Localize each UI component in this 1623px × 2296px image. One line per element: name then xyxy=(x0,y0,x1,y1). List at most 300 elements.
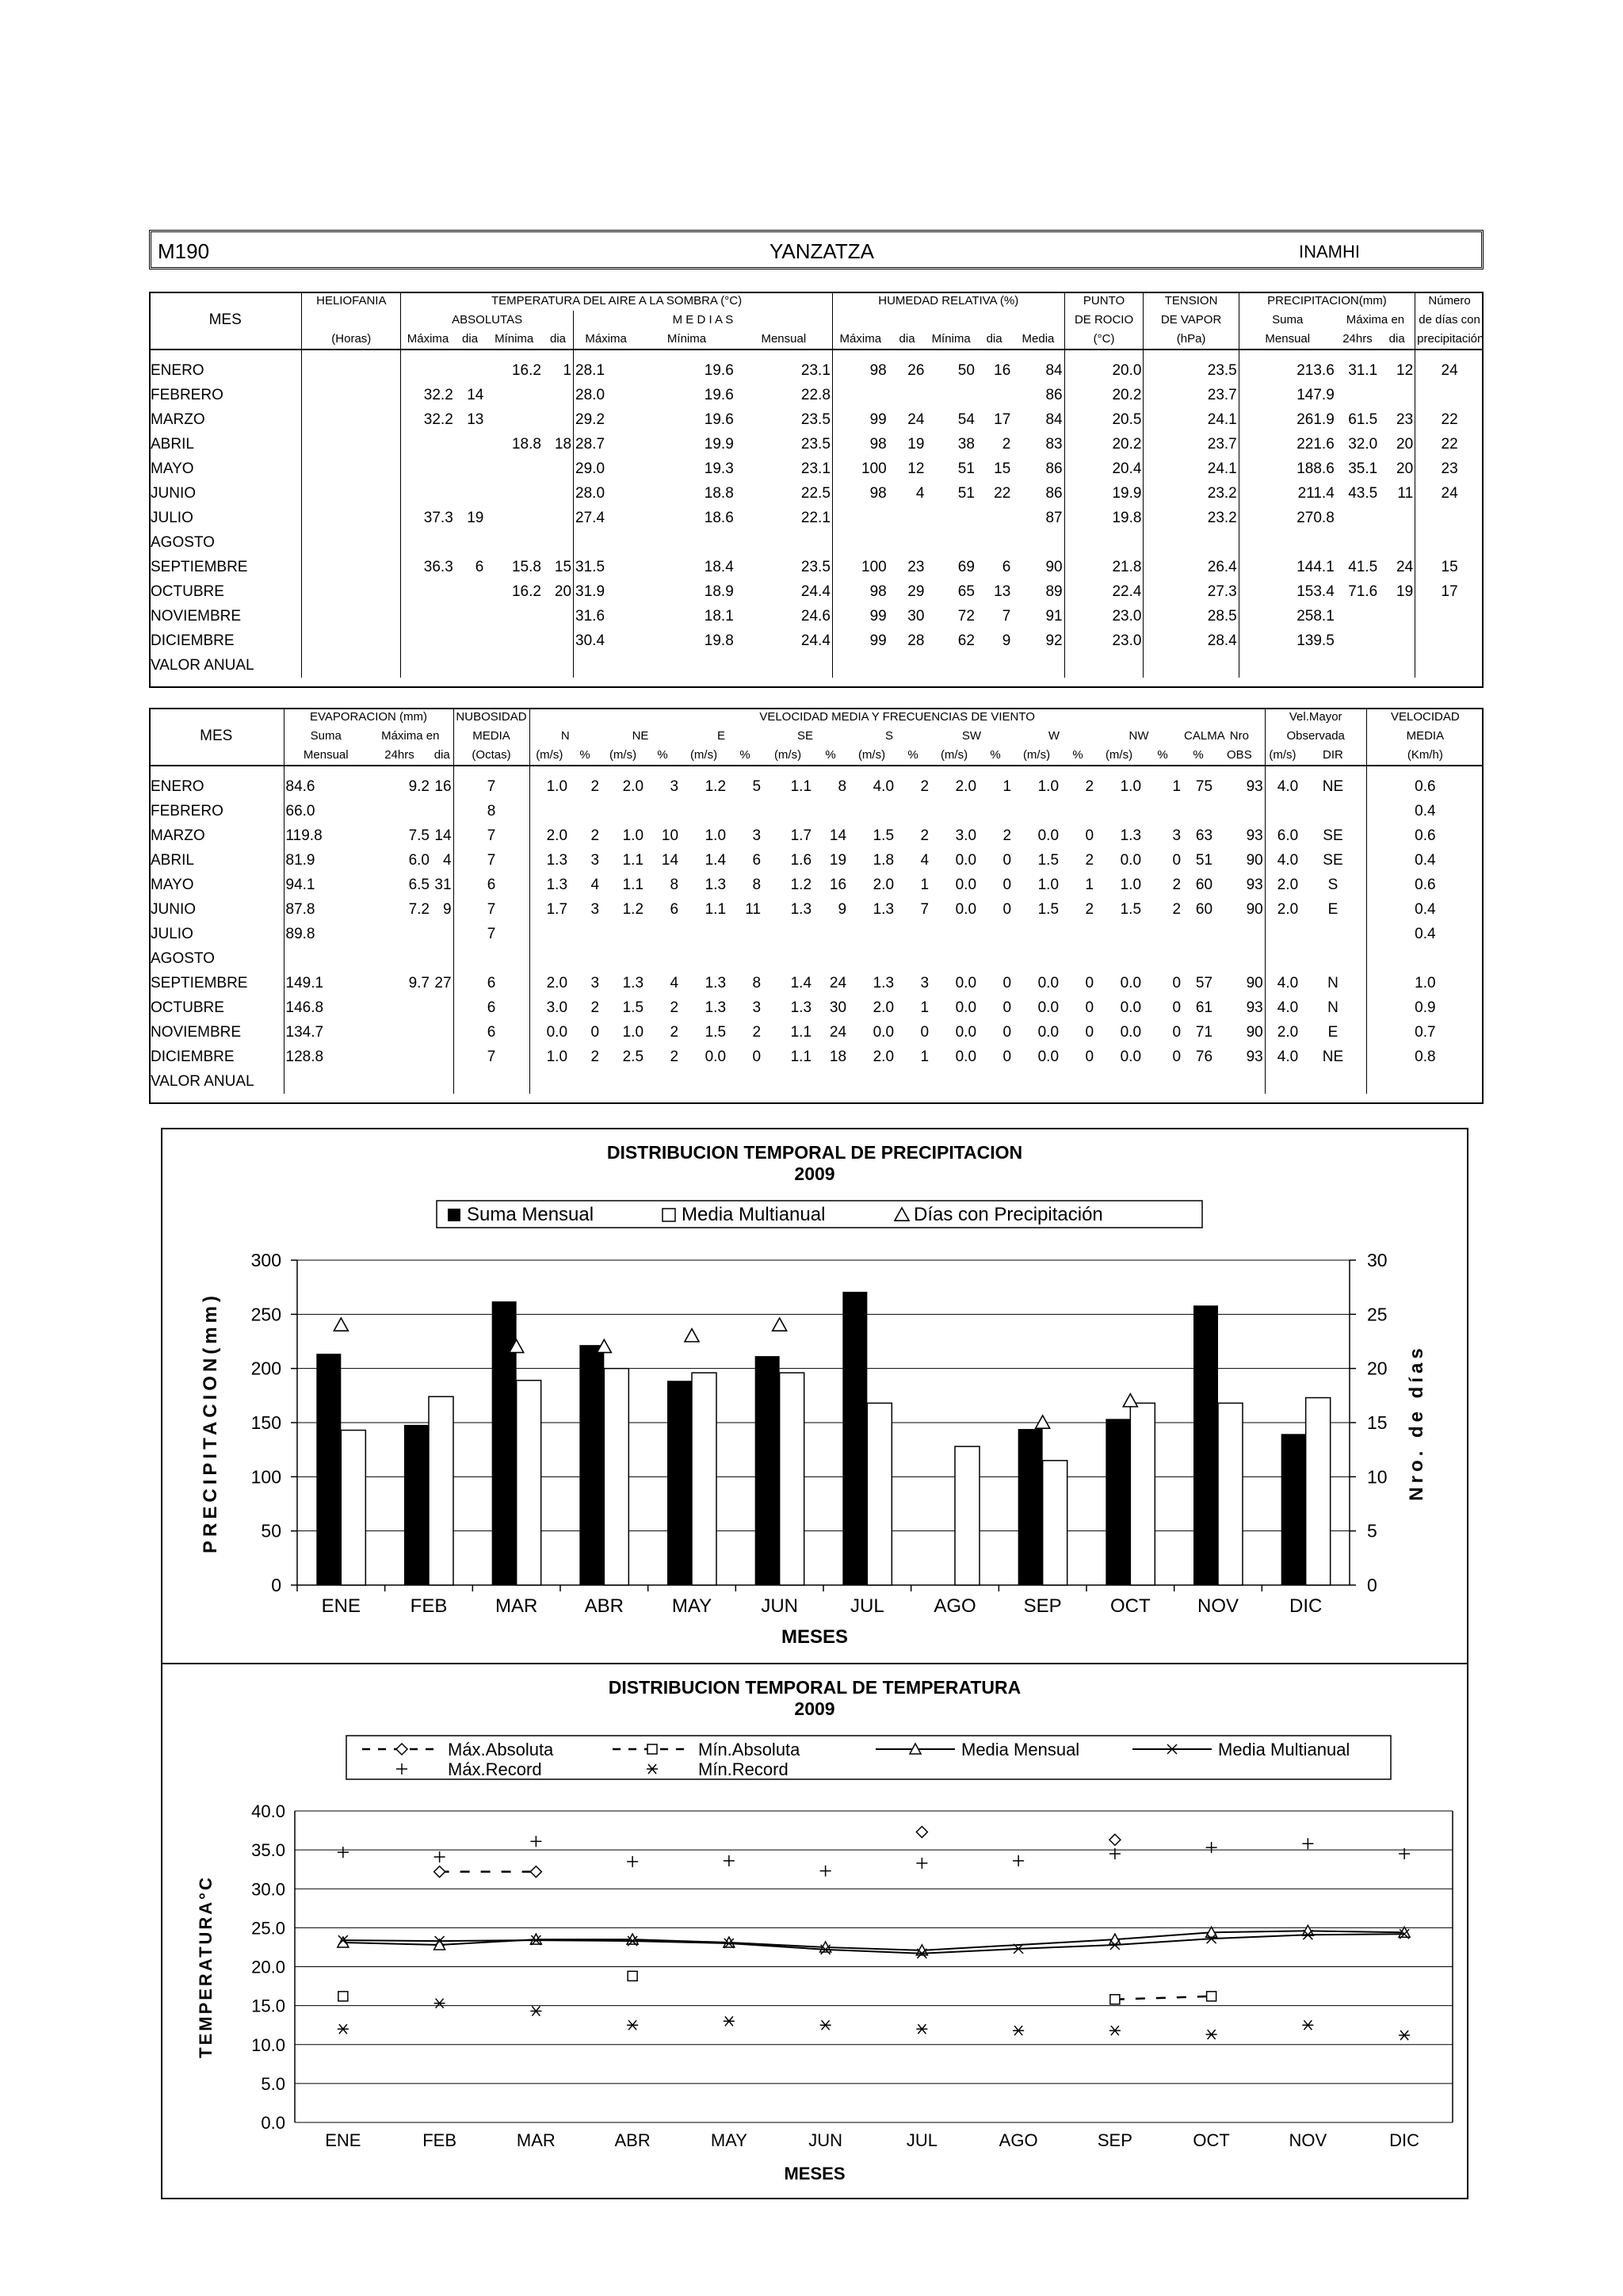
data-cell: 16.2 xyxy=(511,583,541,600)
data-cell: 2.0 xyxy=(529,823,569,848)
data-cell xyxy=(926,530,976,555)
data-cell: 20.2 xyxy=(1064,383,1144,407)
subheader-4: (m/s) xyxy=(529,746,569,766)
data-cell xyxy=(848,922,896,946)
data-cell: 12 xyxy=(1396,362,1414,379)
header-evaporacion: EVAPORACION (mm) xyxy=(284,708,453,727)
separator-cell xyxy=(302,350,401,358)
data-cell xyxy=(529,946,569,971)
header-dir-nw: NW xyxy=(1128,729,1149,743)
data-cell xyxy=(574,530,639,555)
data-cell: 63 xyxy=(1195,827,1213,844)
data-cell: 29.2 xyxy=(574,407,639,432)
header-de-vapor: DE VAPOR xyxy=(1144,311,1239,330)
data-cell: 2.0 xyxy=(1265,897,1300,922)
data-cell xyxy=(1415,653,1484,678)
y-tick-label: 40.0 xyxy=(251,1801,285,1821)
data-cell: 16 xyxy=(434,778,452,795)
data-cell: 16.2 xyxy=(511,362,541,379)
table-row xyxy=(149,971,1484,995)
data-cell xyxy=(543,407,574,432)
data-cell: 0.0 xyxy=(1037,999,1060,1016)
data-cell: 14 xyxy=(829,827,847,844)
table-row xyxy=(149,555,1484,579)
data-cell: 3 xyxy=(752,999,762,1016)
temperature-chart xyxy=(162,1664,1467,2198)
point-dias-precipitacion xyxy=(334,1318,348,1331)
separator-cell xyxy=(543,350,574,358)
data-cell xyxy=(848,946,896,971)
data-cell xyxy=(485,628,543,653)
data-cell: 2 xyxy=(752,1024,762,1041)
data-cell: 93 xyxy=(1246,827,1263,844)
data-cell xyxy=(455,358,486,383)
data-cell: 9 xyxy=(1002,632,1011,649)
month-label: FEBRERO xyxy=(151,387,223,403)
data-cell: 8 xyxy=(838,778,847,795)
data-cell: 7.2 xyxy=(408,901,430,918)
data-cell: 0 xyxy=(1085,975,1094,991)
data-cell: 1.7 xyxy=(790,827,812,844)
data-cell xyxy=(1366,1069,1484,1094)
subheader-8: Máxima xyxy=(832,330,888,350)
data-cell: 1 xyxy=(920,877,930,893)
data-cell: 2 xyxy=(1085,901,1094,918)
series-m-x-record-point xyxy=(1206,1842,1217,1853)
data-cell xyxy=(1095,1069,1143,1094)
data-cell: 1.3 xyxy=(790,999,812,1016)
data-cell xyxy=(1144,530,1239,555)
data-cell xyxy=(284,946,368,971)
x-tick-label: SEP xyxy=(1023,1595,1062,1617)
separator-cell xyxy=(455,350,486,358)
data-cell: 84.6 xyxy=(284,774,368,799)
data-cell: 1.3 xyxy=(790,901,812,918)
data-cell: 2 xyxy=(670,1024,679,1041)
x-tick-label: ABR xyxy=(614,2130,651,2150)
x-axis-label: MESES xyxy=(784,2164,846,2183)
x-tick-label: DIC xyxy=(1389,2130,1420,2150)
data-cell xyxy=(1060,799,1095,823)
data-cell: 1.3 xyxy=(529,848,569,873)
separator-cell xyxy=(431,766,453,774)
separator-cell xyxy=(1239,350,1336,358)
data-cell: 1 xyxy=(920,1049,930,1065)
data-cell: 0 xyxy=(1002,1024,1012,1041)
separator-cell xyxy=(1064,350,1144,358)
data-cell: 1.3 xyxy=(1120,827,1142,844)
data-cell: 90 xyxy=(1246,901,1263,918)
data-cell: 61.5 xyxy=(1348,411,1378,428)
series-m-x-record-point xyxy=(916,1858,927,1869)
data-cell: 23.1 xyxy=(800,362,831,379)
data-cell: 146.8 xyxy=(284,995,368,1020)
data-cell: 1.3 xyxy=(705,975,727,991)
data-cell xyxy=(930,1069,978,1094)
data-cell xyxy=(1336,383,1379,407)
data-cell: 11 xyxy=(745,901,762,918)
table-row xyxy=(149,873,1484,897)
data-cell: 0 xyxy=(1172,852,1182,869)
data-cell: 6 xyxy=(670,901,679,918)
separator-cell xyxy=(1415,350,1484,358)
data-cell: N xyxy=(1327,975,1338,991)
subheader-5: Máxima xyxy=(574,330,639,350)
data-cell: 7 xyxy=(1002,608,1011,625)
data-cell: 29 xyxy=(907,583,925,600)
data-cell: 0.0 xyxy=(955,999,977,1016)
data-cell xyxy=(569,922,601,946)
data-cell: 1.1 xyxy=(790,778,812,795)
data-cell xyxy=(543,506,574,530)
point-dias-precipitacion xyxy=(1123,1394,1137,1407)
data-cell: 1.0 xyxy=(1120,877,1142,893)
data-cell: 35.1 xyxy=(1348,460,1378,477)
data-cell: 0.7 xyxy=(1366,1020,1484,1045)
legend-marker xyxy=(647,1744,657,1754)
separator-cell xyxy=(680,766,727,774)
data-cell: 1.3 xyxy=(705,877,727,893)
data-cell: 1.3 xyxy=(873,975,895,991)
data-cell xyxy=(1265,922,1300,946)
data-cell xyxy=(978,922,1013,946)
chart-subtitle: 2009 xyxy=(794,1698,835,1719)
data-cell xyxy=(680,799,727,823)
data-cell: 22 xyxy=(1415,432,1484,457)
data-cell: 32.2 xyxy=(401,407,455,432)
data-cell: 139.5 xyxy=(1239,628,1336,653)
x-tick-label: SEP xyxy=(1097,2130,1132,2150)
data-cell: 90 xyxy=(1246,1024,1263,1041)
data-cell xyxy=(762,799,813,823)
subheader-16: (m/s) xyxy=(1022,748,1051,762)
data-cell: 3 xyxy=(590,901,600,918)
data-cell xyxy=(727,799,762,823)
bar-media-multianual xyxy=(1218,1403,1243,1585)
data-cell: 15 xyxy=(554,559,572,575)
y2-tick-label: 0 xyxy=(1367,1575,1377,1595)
data-cell: 28.0 xyxy=(574,383,639,407)
subheader-3: (Octas) xyxy=(453,746,529,766)
legend-label: Máx.Record xyxy=(448,1759,542,1779)
data-cell xyxy=(832,506,888,530)
separator-cell xyxy=(926,350,976,358)
header-dir-e: E xyxy=(717,729,726,743)
data-cell: E xyxy=(1327,1024,1338,1041)
data-cell: 1.6 xyxy=(790,852,812,869)
data-cell: 93 xyxy=(1246,877,1263,893)
data-cell: 2.0 xyxy=(529,971,569,995)
data-cell: 21.8 xyxy=(1064,555,1144,579)
data-cell: 19.9 xyxy=(1064,481,1144,506)
data-cell xyxy=(978,1069,1013,1094)
data-cell xyxy=(896,799,930,823)
data-cell: 20.2 xyxy=(1064,432,1144,457)
y2-tick-label: 10 xyxy=(1367,1466,1388,1488)
separator-cell xyxy=(930,766,978,774)
data-cell: 20 xyxy=(554,583,572,600)
climate-table-evaporation-wind xyxy=(149,708,1484,1094)
header-media: MEDIA xyxy=(453,727,529,746)
data-cell: 0 xyxy=(1002,901,1012,918)
header-heliofania-blank xyxy=(302,311,401,330)
data-cell xyxy=(930,922,978,946)
legend-swatch xyxy=(448,1209,460,1221)
data-cell: 16 xyxy=(829,877,847,893)
bar-suma-mensual xyxy=(842,1292,867,1585)
separator-cell xyxy=(149,766,284,774)
data-cell: 94.1 xyxy=(284,873,368,897)
data-cell xyxy=(543,653,574,678)
legend-label: Días con Precipitación xyxy=(914,1204,1103,1225)
data-cell xyxy=(1214,922,1265,946)
x-tick-label: AGO xyxy=(934,1595,976,1617)
data-cell xyxy=(401,653,455,678)
series-m-n-record-point xyxy=(1109,2026,1121,2035)
data-cell: 19.6 xyxy=(704,387,734,403)
data-cell: 9 xyxy=(838,901,847,918)
data-cell xyxy=(1143,799,1182,823)
data-cell: 1.1 xyxy=(622,852,644,869)
legend-label: Mín.Record xyxy=(698,1759,789,1779)
data-cell: 8 xyxy=(752,877,762,893)
data-cell xyxy=(543,604,574,628)
data-cell: 22 xyxy=(994,485,1011,502)
x-tick-label: AGO xyxy=(999,2130,1038,2150)
separator-cell xyxy=(896,766,930,774)
data-cell xyxy=(727,1069,762,1094)
data-cell: 87 xyxy=(1045,510,1063,526)
header-dir-sw: SW xyxy=(961,729,982,743)
data-cell: 0.4 xyxy=(1366,799,1484,823)
data-cell xyxy=(455,628,486,653)
data-cell: 0.0 xyxy=(1120,1049,1142,1065)
data-cell: 0.0 xyxy=(1037,975,1060,991)
data-cell xyxy=(976,530,1012,555)
data-cell: NE xyxy=(1322,1049,1344,1065)
header-mes: MES xyxy=(200,728,233,744)
data-cell: 1.3 xyxy=(705,999,727,1016)
data-cell: 1.0 xyxy=(529,774,569,799)
data-cell: 2 xyxy=(1172,877,1182,893)
month-label: ABRIL xyxy=(151,436,194,453)
data-cell xyxy=(453,1069,529,1094)
header-velocidad: VELOCIDAD xyxy=(1366,708,1484,727)
data-cell: 0.0 xyxy=(1037,827,1060,844)
data-cell: 2.0 xyxy=(1265,1020,1300,1045)
subheader-10: Mínima xyxy=(931,332,971,346)
data-cell xyxy=(302,481,401,506)
mes-spacer xyxy=(149,292,302,311)
data-cell: 23.0 xyxy=(1064,628,1144,653)
data-cell: 0 xyxy=(1002,852,1012,869)
series-m-n-record-point xyxy=(530,2007,541,2016)
separator-cell xyxy=(848,766,896,774)
series-m-n-absoluta-point xyxy=(628,1971,637,1981)
data-cell: 4.0 xyxy=(1265,971,1300,995)
series-m-x-record-point xyxy=(338,1847,349,1858)
separator-cell xyxy=(1095,766,1143,774)
data-cell: 90 xyxy=(1246,975,1263,991)
month-label: JULIO xyxy=(151,926,193,942)
data-cell xyxy=(368,946,431,971)
data-cell: 84 xyxy=(1045,362,1063,379)
data-cell xyxy=(1415,383,1484,407)
table-row xyxy=(149,1020,1484,1045)
data-cell: 72 xyxy=(957,608,975,625)
data-cell: 24 xyxy=(1415,358,1484,383)
data-cell: 2.0 xyxy=(873,1049,895,1065)
data-cell xyxy=(1143,922,1182,946)
bar-suma-mensual xyxy=(667,1381,692,1585)
station-name: YANZATZA xyxy=(769,239,874,263)
data-cell: 71.6 xyxy=(1348,583,1378,600)
data-cell xyxy=(645,922,680,946)
data-cell: 1.3 xyxy=(529,873,569,897)
data-cell: 89 xyxy=(1045,583,1063,600)
data-cell: 22.4 xyxy=(1064,579,1144,604)
data-cell xyxy=(455,457,486,481)
series-m-n-record-point xyxy=(1399,2030,1410,2040)
data-cell xyxy=(926,653,976,678)
data-cell xyxy=(1060,1069,1095,1094)
bar-media-multianual xyxy=(1130,1403,1155,1585)
month-label: ENERO xyxy=(151,362,204,379)
data-cell: 93 xyxy=(1246,999,1263,1016)
data-cell: 51 xyxy=(1195,852,1213,869)
data-cell: 51 xyxy=(957,460,975,477)
data-cell: 4 xyxy=(442,852,452,869)
x-tick-label: JUL xyxy=(906,2130,938,2150)
data-cell: 1.0 xyxy=(529,1045,569,1069)
data-cell: 0.0 xyxy=(529,1020,569,1045)
data-cell xyxy=(1060,946,1095,971)
data-cell: 0 xyxy=(920,1024,930,1041)
data-cell xyxy=(455,530,486,555)
data-cell xyxy=(1239,530,1336,555)
separator-cell xyxy=(1366,766,1484,774)
data-cell: 30.4 xyxy=(574,628,639,653)
data-cell: 0.0 xyxy=(1120,1024,1142,1041)
bar-suma-mensual xyxy=(316,1354,341,1585)
subheader-23: DIR xyxy=(1323,748,1343,762)
data-cell xyxy=(832,383,888,407)
series-media-multianual-line xyxy=(343,1934,1404,1954)
data-cell: 19 xyxy=(907,436,925,453)
data-cell xyxy=(1265,946,1300,971)
data-cell: 4 xyxy=(915,485,925,502)
data-cell: 9 xyxy=(442,901,452,918)
data-cell xyxy=(1095,799,1143,823)
data-cell xyxy=(1379,506,1415,530)
data-cell: 2 xyxy=(1002,436,1011,453)
data-cell: 23.5 xyxy=(800,559,831,575)
data-cell xyxy=(1265,1069,1300,1094)
month-label: FEBRERO xyxy=(151,803,223,819)
data-cell: 258.1 xyxy=(1239,604,1336,628)
data-cell: 91 xyxy=(1045,608,1063,625)
bar-suma-mensual xyxy=(1018,1429,1043,1585)
data-cell: 1.0 xyxy=(622,1024,644,1041)
data-cell xyxy=(1064,530,1144,555)
data-cell: 19.8 xyxy=(1064,506,1144,530)
data-cell xyxy=(813,946,848,971)
data-cell: 1.0 xyxy=(705,827,727,844)
separator-cell xyxy=(638,350,735,358)
data-cell: 188.6 xyxy=(1239,457,1336,481)
data-cell: 32.0 xyxy=(1348,436,1378,453)
data-cell xyxy=(455,579,486,604)
data-cell: 0.0 xyxy=(955,852,977,869)
data-cell xyxy=(762,1069,813,1094)
data-cell: 22.5 xyxy=(800,485,831,502)
data-cell xyxy=(401,604,455,628)
data-cell xyxy=(727,946,762,971)
data-cell xyxy=(302,383,401,407)
data-cell: 7 xyxy=(920,901,930,918)
data-cell xyxy=(569,799,601,823)
data-cell xyxy=(368,1045,431,1069)
data-cell xyxy=(1336,506,1379,530)
separator-cell xyxy=(645,766,680,774)
data-cell: 6.0 xyxy=(1265,823,1300,848)
separator-cell xyxy=(1379,350,1415,358)
data-cell xyxy=(888,530,926,555)
separator-cell xyxy=(888,350,926,358)
data-cell: 24.1 xyxy=(1144,457,1239,481)
data-cell: 2.0 xyxy=(1265,873,1300,897)
data-cell xyxy=(762,922,813,946)
subheader-1: Máxima xyxy=(401,330,455,350)
data-cell: 6 xyxy=(475,559,484,575)
data-cell: 1.3 xyxy=(873,901,895,918)
table-row xyxy=(149,774,1484,799)
data-cell xyxy=(401,628,455,653)
table-row xyxy=(149,995,1484,1020)
data-cell: NE xyxy=(1322,778,1344,795)
bar-suma-mensual xyxy=(755,1356,780,1585)
data-cell: 24 xyxy=(1415,481,1484,506)
data-cell xyxy=(735,653,833,678)
data-cell: 23 xyxy=(1415,457,1484,481)
separator-cell xyxy=(813,766,848,774)
data-cell: 13 xyxy=(994,583,1011,600)
header-observada: Observada xyxy=(1265,727,1366,746)
data-cell: 0.0 xyxy=(1120,999,1142,1016)
data-cell: 0.6 xyxy=(1366,823,1484,848)
data-cell xyxy=(735,530,833,555)
data-cell: 0 xyxy=(1172,1024,1182,1041)
data-cell: 6 xyxy=(1002,559,1011,575)
data-cell xyxy=(302,579,401,604)
month-label: NOVIEMBRE xyxy=(151,608,242,625)
data-cell: 18.8 xyxy=(704,485,734,502)
data-cell xyxy=(1064,653,1144,678)
data-cell: 71 xyxy=(1195,1024,1213,1041)
data-cell: 0.4 xyxy=(1366,848,1484,873)
data-cell: 24.4 xyxy=(800,632,831,649)
y-tick-label: 250 xyxy=(250,1304,281,1325)
bar-media-multianual xyxy=(867,1403,892,1585)
data-cell xyxy=(1300,1069,1366,1094)
subheader-1: 24hrs xyxy=(384,748,414,762)
data-cell xyxy=(455,432,486,457)
data-cell xyxy=(1379,653,1415,678)
data-cell xyxy=(976,653,1012,678)
data-cell: 0.6 xyxy=(1366,774,1484,799)
data-cell: 1 xyxy=(1172,778,1182,795)
data-cell: 19.9 xyxy=(704,436,734,453)
